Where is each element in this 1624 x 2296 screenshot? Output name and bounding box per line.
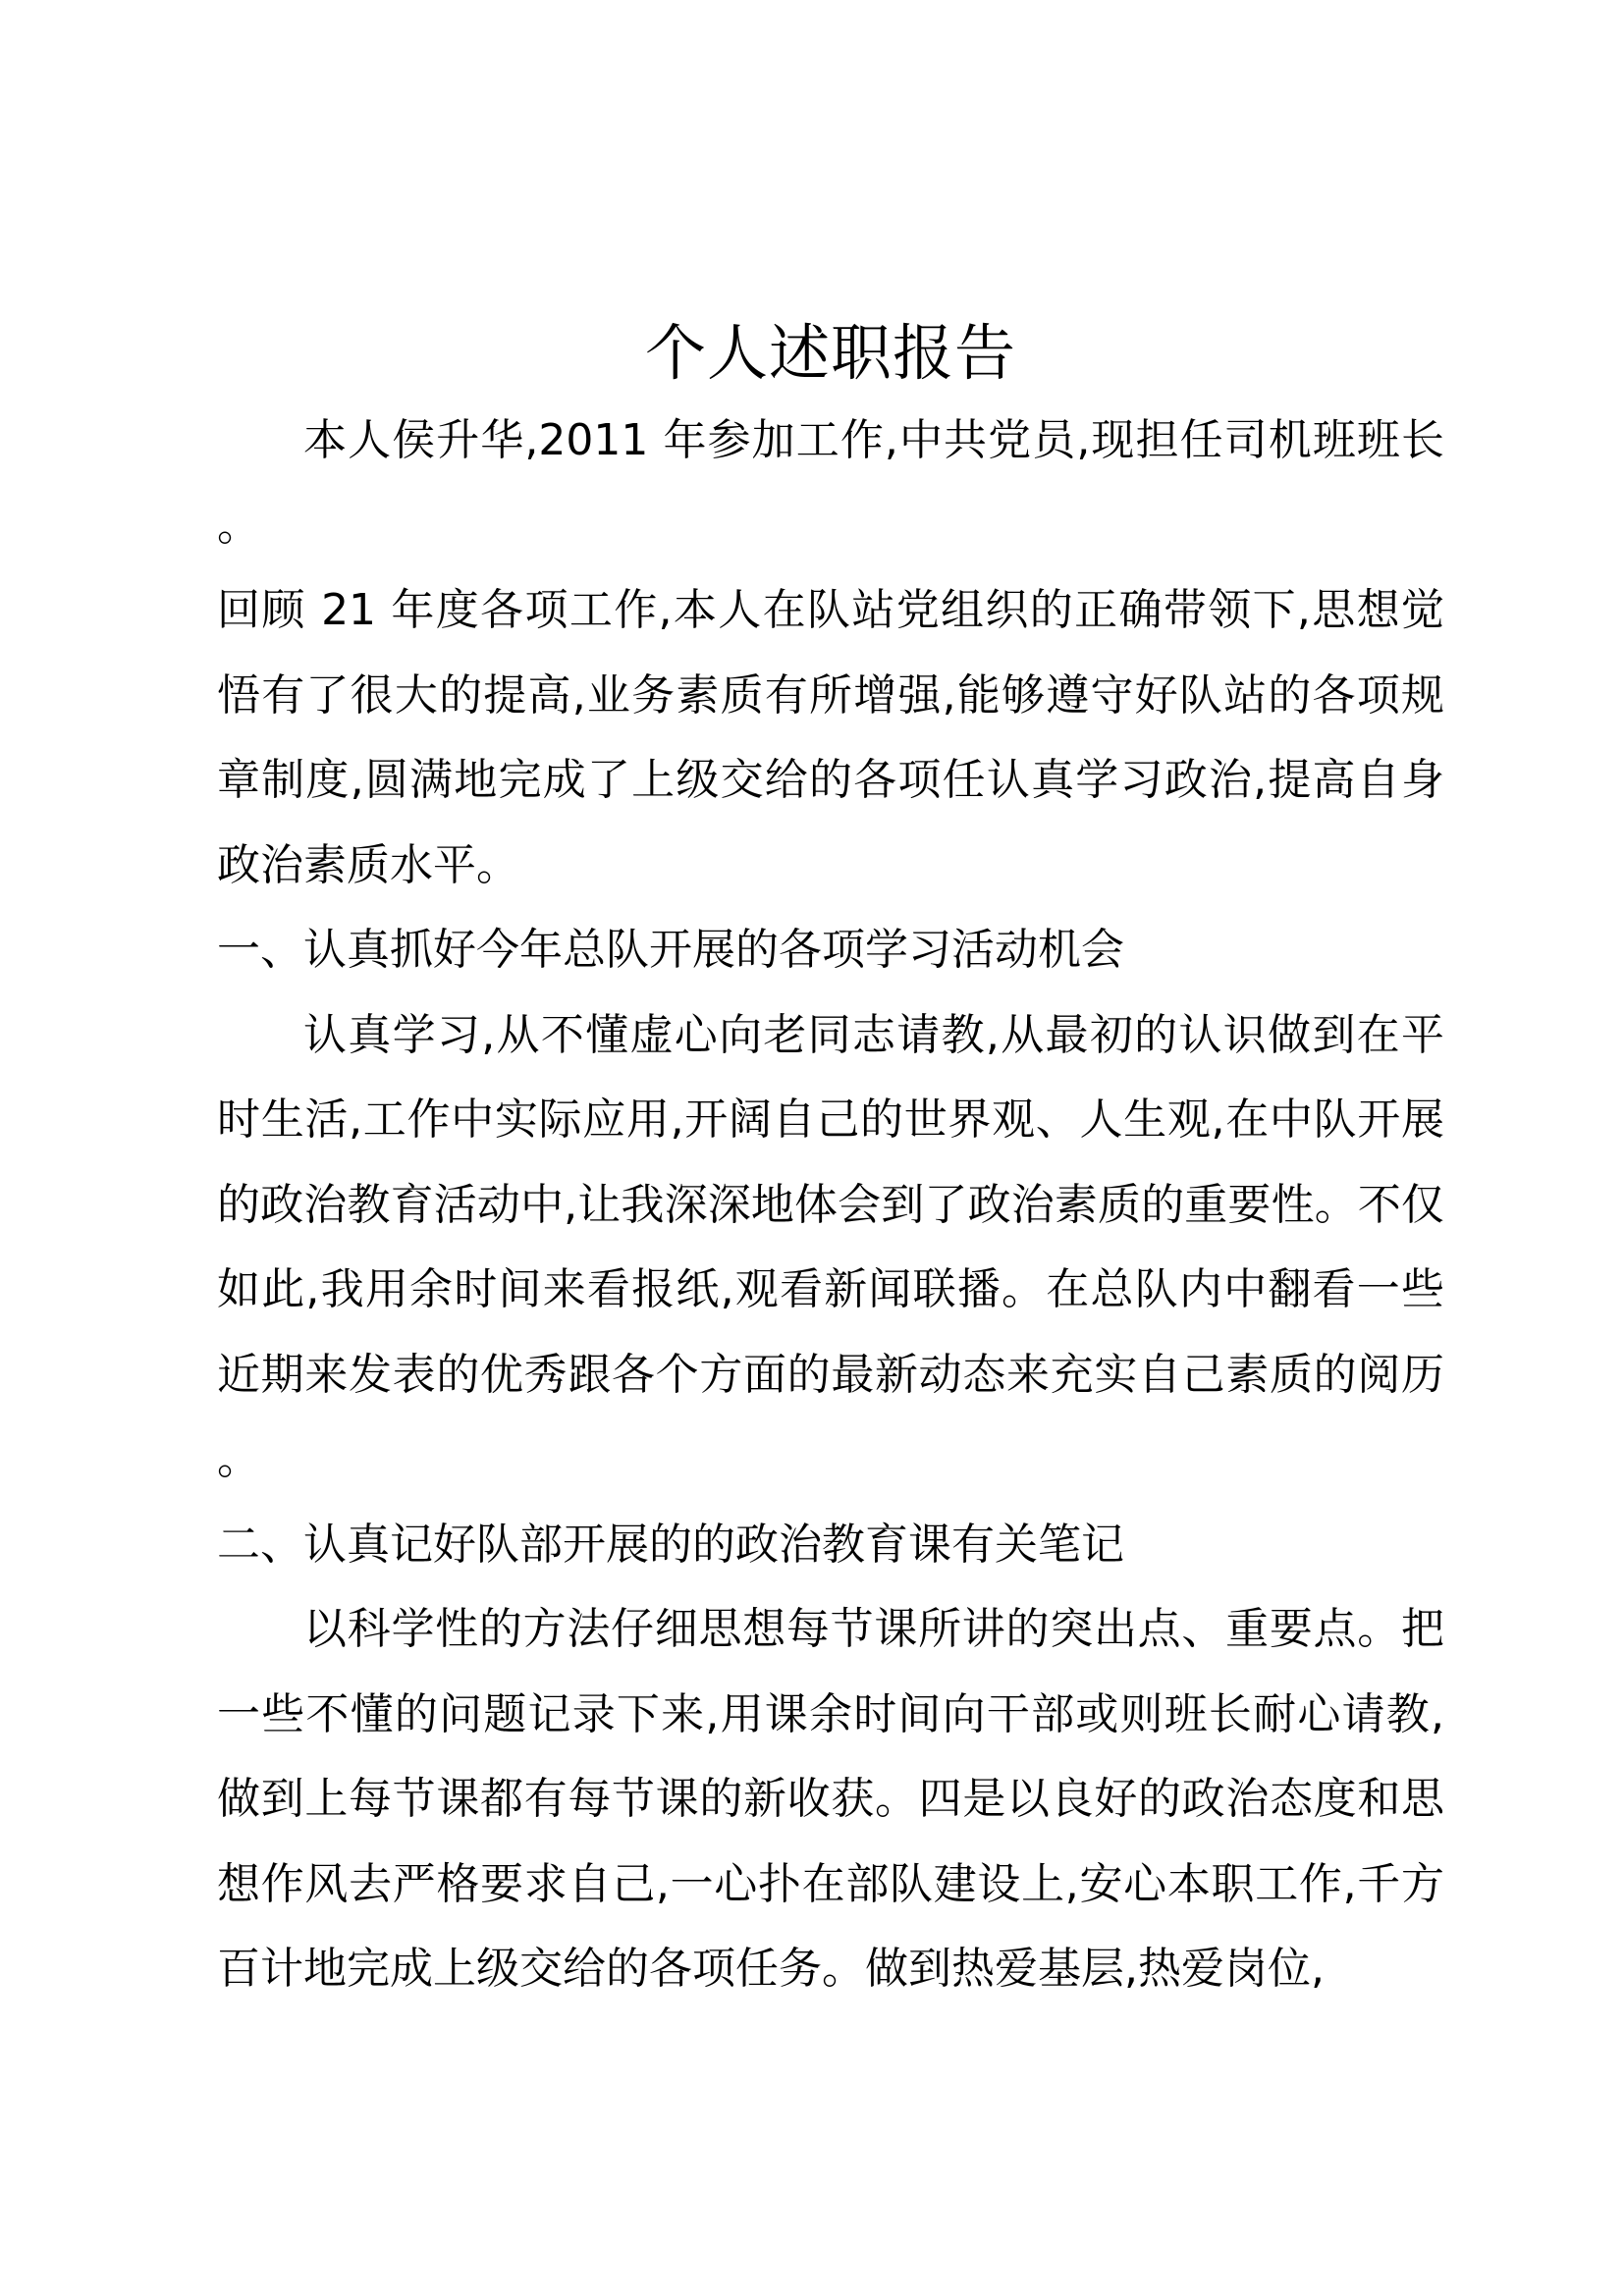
paragraph-intro: 本人侯升华,2011 年参加工作,中共党员,现担任司机班班长。 [217, 415, 1444, 551]
section-heading-1: 一、认真抓好今年总队开展的各项学习活动机会 [217, 925, 1124, 975]
paragraph-section-1: 认真学习,从不懂虚心向老同志请教,从最初的认识做到在平时生活,工作中实际应用,开阔自己的世界观、人生观,在中队开展的政治教育活动中,让我深深地体会到了政治素质的重要性。不仅如此,我用余时间来看报纸,观看新闻联播。在总队内中翻看一些近期来发表的优秀跟各个方面的最新动态来充实自己素质的阅历。 [217, 1009, 1444, 1484]
paragraph-section-2: 以科学性的方法仔细思想每节课所讲的突出点、重要点。把一些不懂的问题记录下来,用课余时间向干部或则班长耐心请教,做到上每节课都有每节课的新收获。四是以良好的政治态度和思想作风去严格要求自己,一心扑在部队建设上,安心本职工作,千方百计地完成上级交给的各项任务。做到热爱基层,热爱岗位, [217, 1604, 1444, 1994]
section-heading-2: 二、认真记好队部开展的的政治教育课有关笔记 [217, 1519, 1124, 1570]
document-body [217, 314, 1444, 2012]
paragraph-review: 回顾 21 年度各项工作,本人在队站党组织的正确带领下,思想觉悟有了很大的提高,业务素质有所增强,能够遵守好队站的各项规章制度,圆满地完成了上级交给的各项任认真学习政治,提高自身政治素质水平。 [217, 585, 1444, 890]
document-title: 个人述职报告 [644, 317, 1016, 389]
